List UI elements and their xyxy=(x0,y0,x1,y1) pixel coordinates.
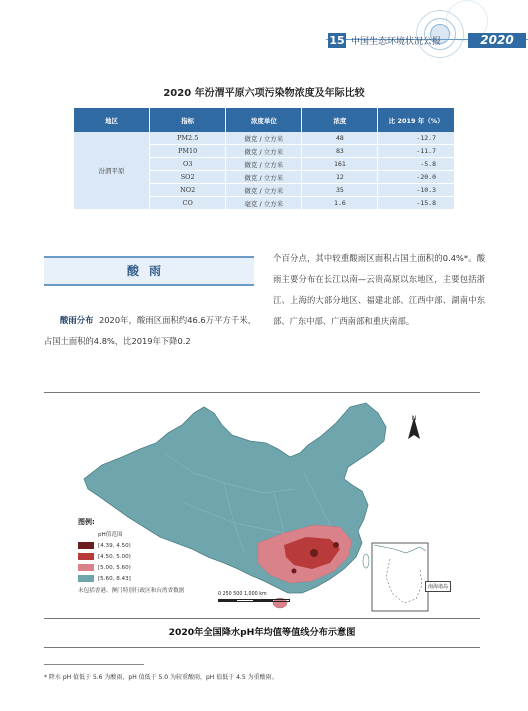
indicator-cell: PM10 xyxy=(150,145,226,158)
table-row xyxy=(74,132,454,145)
inset-label: 南海诸岛 xyxy=(425,581,451,592)
footnote-rule xyxy=(44,664,144,665)
value-cell: 161 xyxy=(302,158,378,171)
body-paragraph-left xyxy=(44,310,256,352)
publication-title: 中国生态环境状况公报 xyxy=(351,37,442,47)
legend-note: 未包括香港、澳门特别行政区和台湾省数据 xyxy=(78,588,185,594)
legend-title: 图例: xyxy=(78,518,95,526)
legend-label: [5.00, 5.60) xyxy=(98,564,131,571)
unit-cell: 微克 / 立方米 xyxy=(226,158,302,171)
body-paragraph-right: 个百分点，其中较重酸雨区面积占国土面积的0.4%*。酸雨主要分布在长江以南—云贵高原以东地区，主要包括浙江、上海的大部分地区、福建北部、江西中部、湖南中东部、广东中部、广西南部和重庆南部。 xyxy=(273,253,485,326)
legend-swatch xyxy=(78,542,94,549)
region-cell: 汾渭平原 xyxy=(74,132,150,210)
indicator-cell: SO2 xyxy=(150,171,226,184)
value-cell: 48 xyxy=(302,132,378,145)
footnote: * 降水 pH 值低于 5.6 为酸雨，pH 值低于 5.0 为较重酸雨，pH 值低于 4.5 为重酸雨。 xyxy=(44,674,278,681)
legend-item xyxy=(78,562,198,573)
column-header: 浓度 xyxy=(302,108,378,132)
north-label: N xyxy=(411,415,417,422)
indicator-cell: NO2 xyxy=(150,184,226,197)
legend-label: [5.60, 8.43] xyxy=(98,575,131,582)
unit-cell: 微克 / 立方米 xyxy=(226,145,302,158)
scale-bar xyxy=(218,599,290,602)
legend-item xyxy=(78,551,198,562)
acid-rain-zone-severe xyxy=(292,569,297,574)
legend-subtitle: pH值范围 xyxy=(98,532,123,538)
indicator-cell: CO xyxy=(150,197,226,210)
legend-item xyxy=(78,540,198,551)
indicator-cell: PM2.5 xyxy=(150,132,226,145)
scale-label: 0 250 500 1,000 km xyxy=(218,592,267,597)
change-cell: -11.7 xyxy=(378,145,454,158)
south-china-sea-inset xyxy=(372,543,428,611)
taiwan-island xyxy=(363,554,369,568)
legend-item xyxy=(78,573,198,584)
unit-cell: 毫克 / 立方米 xyxy=(226,197,302,210)
unit-cell: 微克 / 立方米 xyxy=(226,132,302,145)
unit-cell: 微克 / 立方米 xyxy=(226,184,302,197)
legend-label: [4.39, 4.50) xyxy=(98,542,131,549)
change-cell: -5.8 xyxy=(378,158,454,171)
column-header: 地区 xyxy=(74,108,150,132)
value-cell: 1.6 xyxy=(302,197,378,210)
change-cell: -15.8 xyxy=(378,197,454,210)
table-header-row xyxy=(74,108,454,132)
paragraph-lead: 酸雨分布 xyxy=(60,315,94,325)
indicator-cell: O3 xyxy=(150,158,226,171)
acid-rain-zone-severe xyxy=(310,549,318,557)
unit-cell: 微克 / 立方米 xyxy=(226,171,302,184)
value-cell: 35 xyxy=(302,184,378,197)
year-badge: 2020 xyxy=(468,33,526,48)
figure-caption: 2020年全国降水pH年均值等值线分布示意图 xyxy=(44,618,480,648)
change-cell: -12.7 xyxy=(378,132,454,145)
legend-label: [4.50, 5.00) xyxy=(98,553,131,560)
pollutant-table xyxy=(74,108,454,210)
paragraph-body: 2020年，酸雨区面积约46.6万平方千米，占国土面积的4.8%，比2019年下降0.2 xyxy=(44,315,256,346)
column-header: 比 2019 年（%） xyxy=(378,108,454,132)
acid-rain-zone-severe xyxy=(333,542,339,548)
column-header: 浓度单位 xyxy=(226,108,302,132)
legend-swatch xyxy=(78,564,94,571)
legend-swatch xyxy=(78,553,94,560)
column-header: 指标 xyxy=(150,108,226,132)
value-cell: 12 xyxy=(302,171,378,184)
page-number: 15 xyxy=(329,34,345,47)
map-legend xyxy=(78,517,198,595)
section-heading: 酸雨 xyxy=(44,256,254,286)
value-cell: 83 xyxy=(302,145,378,158)
table-title: 2020 年汾渭平原六项污染物浓度及年际比较 xyxy=(163,88,365,99)
legend-swatch xyxy=(78,575,94,582)
change-cell: -10.3 xyxy=(378,184,454,197)
map-figure xyxy=(44,392,480,619)
change-cell: -20.0 xyxy=(378,171,454,184)
page-header xyxy=(0,0,528,64)
